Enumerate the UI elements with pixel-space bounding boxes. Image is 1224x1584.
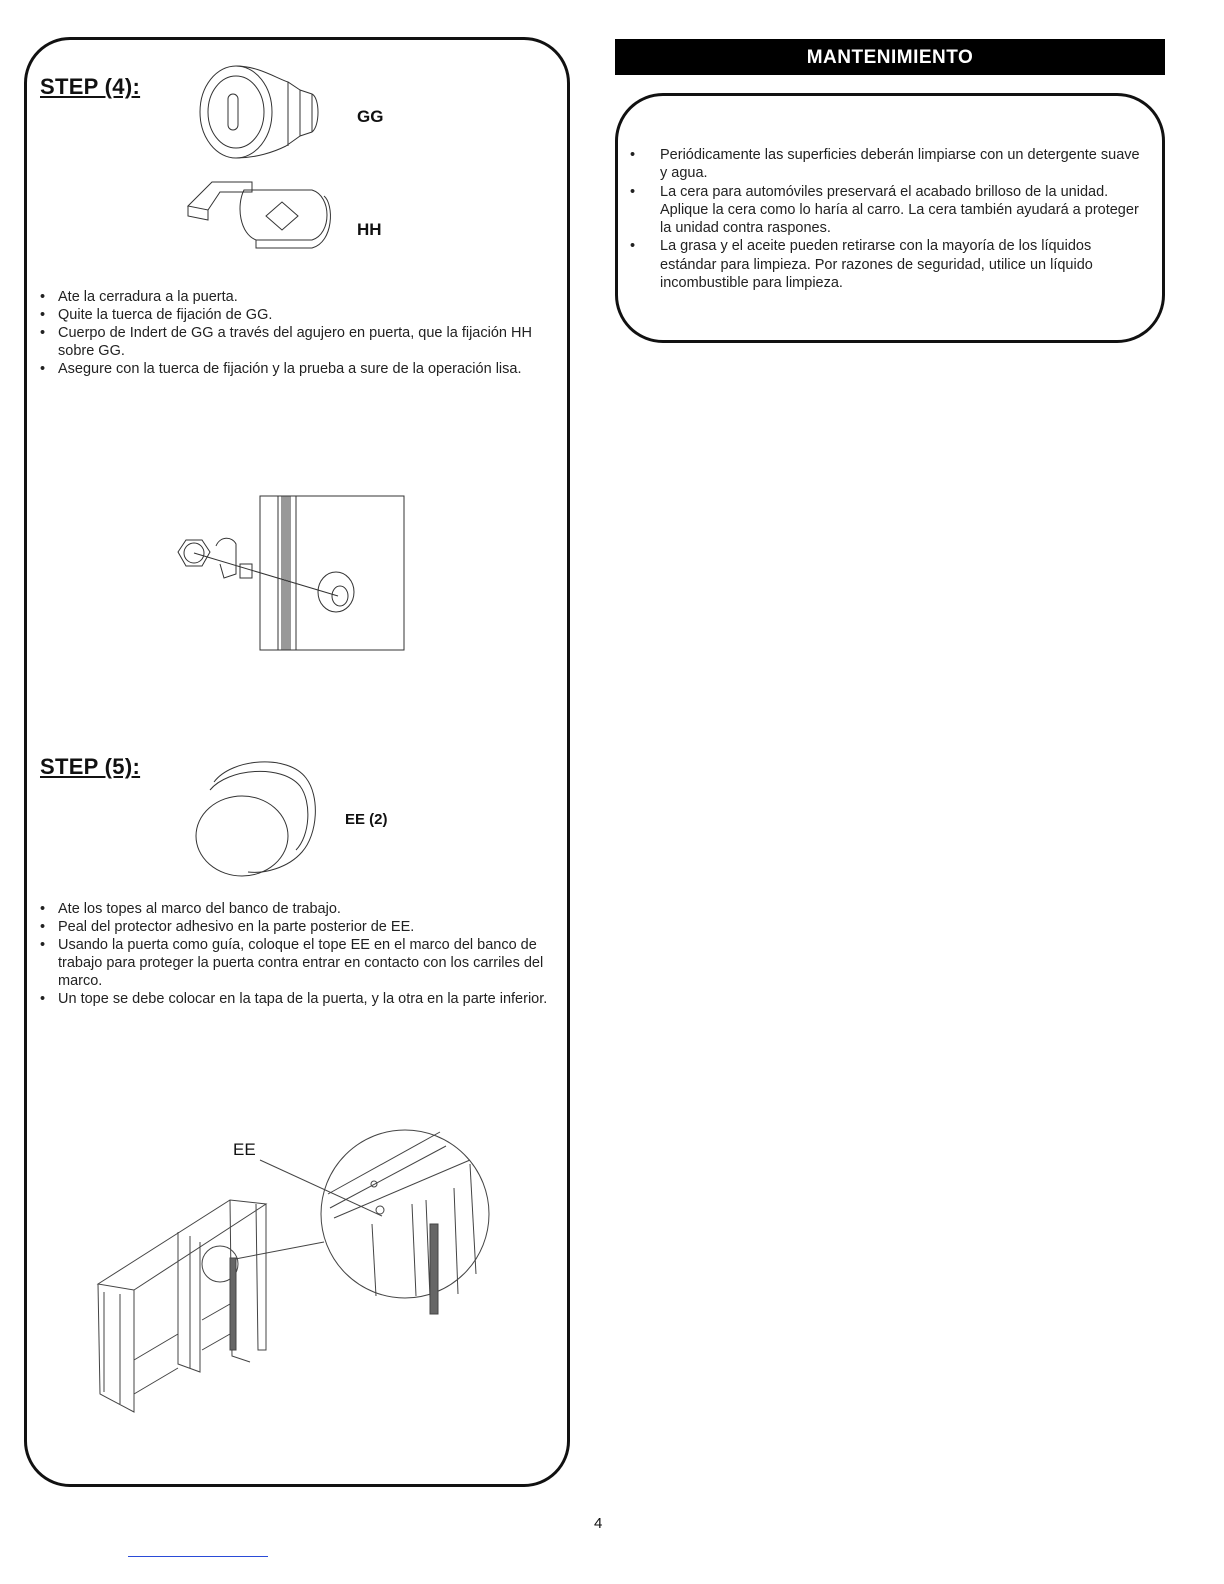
part-label-ee: EE (2): [345, 811, 388, 828]
lock-cylinder-gg-illustration: [196, 60, 326, 168]
maintenance-bullet: • La cera para automóviles preservará el acabado brilloso de la unidad. Aplique la cera como lo haría al carro. La cera también ayudará a proteger la unidad contra raspones.: [630, 183, 1150, 238]
maintenance-header: MANTENIMIENTO: [615, 39, 1165, 75]
part-label-hh: HH: [357, 220, 382, 239]
step4-title: STEP (4):: [40, 74, 141, 99]
step4-bullet: • Quite la tuerca de fijación de GG.: [40, 306, 560, 324]
step4-bullet: • Asegure con la tuerca de fijación y la prueba a sure de la operación lisa.: [40, 360, 560, 378]
maintenance-bullet: • La grasa y el aceite pueden retirarse con la mayoría de los líquidos estándar para limpieza. Por razones de seguridad, utilice un líquido incombustible para limpieza.: [630, 237, 1150, 292]
footer-link-underline[interactable]: [128, 1556, 268, 1557]
cam-hh-illustration: [184, 176, 344, 254]
workbench-bumper-diagram: [90, 1124, 490, 1424]
step5-bullet: • Usando la puerta como guía, coloque el tope EE en el marco del banco de trabajo para proteger la puerta contra entrar en contacto con los carriles del marco.: [40, 936, 560, 990]
step5-bullet: • Ate los topes al marco del banco de trabajo.: [40, 900, 560, 918]
step5-instructions: [40, 900, 560, 1008]
part-label-gg: GG: [357, 107, 384, 126]
ee-callout-label: EE: [233, 1140, 256, 1159]
maintenance-bullet: • Periódicamente las superficies deberán limpiarse con un detergente suave y agua.: [630, 146, 1150, 183]
maintenance-list: [630, 146, 1150, 292]
bumper-ee-illustration: [192, 756, 322, 880]
step4-instructions: [40, 288, 560, 378]
lock-assembly-diagram: [170, 494, 406, 652]
step5-bullet: • Un tope se debe colocar en la tapa de la puerta, y la otra en la parte inferior.: [40, 990, 560, 1008]
step5-bullet: • Peal del protector adhesivo en la parte posterior de EE.: [40, 918, 560, 936]
page-number: 4: [594, 1515, 603, 1532]
step4-bullet: • Ate la cerradura a la puerta.: [40, 288, 560, 306]
step5-title: STEP (5):: [40, 754, 141, 779]
step4-bullet: • Cuerpo de Indert de GG a través del agujero en puerta, que la fijación HH sobre GG.: [40, 324, 560, 360]
